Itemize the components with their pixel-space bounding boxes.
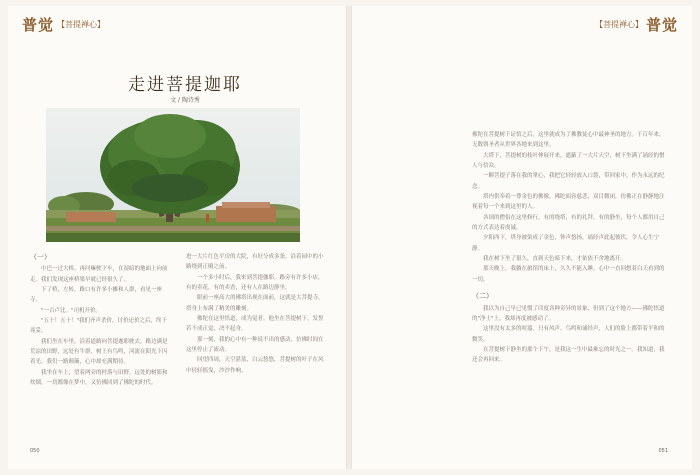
paragraph: 塔内供奉着一尊金色的佛像，佛陀面容慈悲，双目微闭，仿佛正在静静地注视着每一个来到这里的人。 [472, 194, 665, 211]
article-byline: 文 / 陶诗秀 [170, 97, 200, 104]
page-number-left: 050 [30, 448, 40, 454]
paragraph: 中巴一过大桥，再问嘛驶下车，在湿暗的地面上向前走。我们发现这座桥梁早就已经很久了。 [30, 266, 168, 283]
left-column-1 [30, 252, 170, 388]
paragraph: 在菩提树下静坐的那个下午，是我这一生中最难忘的时光之一。我知道，我还会再回来。 [472, 346, 665, 364]
magazine-logo-right: 普觉 [645, 16, 678, 34]
left-column-2 [186, 252, 326, 376]
paragraph: 一颗菩提子落在我的掌心，我把它轻轻放入口袋，带回家中，作为永远的纪念。 [472, 173, 665, 190]
paragraph: 那天晚上，我躺在旅馆的床上，久久不能入睡，心中一直回想着白天看到的一切。 [472, 266, 665, 283]
paragraph: 各国的僧侣在这里修行，有的绕塔，有的礼拜，有的静坐，每个人都用自己的方式表达着虔诚。 [472, 214, 665, 232]
paragraph: 大塔下，菩提树的枝叶伸展开来，遮蔽了一大片天空，树下坐满了诵经的僧人与信众。 [472, 152, 665, 170]
paragraph: 进一大片红色平房的大院，有好分成多条，沿着园中的小路绕到正殿之前。 [186, 254, 324, 271]
paragraph: 那一刻，我的心中有一种说不出的感动，仿佛时间在这里停止了流动。 [186, 336, 324, 354]
paragraph: 下了桥，左转，路口有许多小摊和人群，看见一座寺。 [30, 287, 163, 304]
bodhi-tree-illustration [46, 108, 300, 242]
column-tag: 【菩提禅心】 [57, 20, 106, 29]
header-right [595, 14, 678, 35]
right-column [472, 130, 668, 366]
magazine-logo: 普觉 [22, 16, 55, 34]
section-heading-2: （二） [472, 292, 493, 301]
paragraph: "一百卢比。"司机开价。 [41, 307, 102, 314]
paragraph: 佛陀在菩提树下证悟之后，这里就成为了佛教徒心中最神圣的地方。千百年来，无数朝圣者从世界各地来到这里。 [472, 132, 665, 149]
paragraph: "五十！五十！"我们齐声杀价，讨价还价之后，终于谈妥。 [30, 318, 168, 335]
column-tag-right: 【菩提禅心】 [594, 20, 643, 29]
paragraph: 我坐在车上，望着两旁的村落与田野，远处的树影和炊烟，一切都像在梦中，又仿佛回到了佛陀的时代。 [30, 369, 168, 387]
paragraph: 这里没有太多的喧嚣，只有风声、鸟鸣和诵经声，人们的脸上都带着平和的微笑。 [472, 326, 665, 343]
paragraph: 一个多小时后，我来到菩提伽耶。路旁有许多小店，有的卖花，有的卖香，还有人在路边静坐。 [186, 274, 324, 292]
paragraph: 回望四周，天空湛蓝，白云悠悠，菩提树的叶子在风中轻轻摇曳，沙沙作响。 [186, 357, 324, 374]
paragraph: 佛陀在这里悟道，成为觉者。他坐在菩提树下，发誓若不成正觉，决不起身。 [186, 316, 324, 333]
paragraph: 我以为自己早已见惯了印度各种奇异的景象，但到了这个地方——佛陀悟道的"净土"上，我却再度被感动了。 [472, 305, 665, 322]
paragraph: 我们坐在车里，沿着道路向菩提迦耶驶去，路边满是荒凉的田野，远处有牛群，树上有鸟鸣，河流在阳光下闪着光。我们一路颠簸，心中却充满期待。 [30, 338, 168, 366]
bodhi-tree-photo [46, 108, 300, 242]
section-heading-1: （一） [30, 253, 51, 261]
paragraph: 我在树下坐了很久，直到天色暗下来，才依依不舍地离开。 [483, 256, 627, 263]
paragraph: 眼前一座高大的佛塔出现在面前，这就是大菩提寺，塔身上布满了精美的雕刻。 [186, 295, 324, 312]
page-number-right: 051 [658, 448, 668, 454]
paragraph: 夕阳西下，塔身被染成了金色，钟声悠扬，诵经声此起彼伏，令人心生宁静。 [472, 235, 660, 252]
header-left [22, 14, 105, 35]
article-title: 走进菩提迦耶 [128, 75, 242, 95]
